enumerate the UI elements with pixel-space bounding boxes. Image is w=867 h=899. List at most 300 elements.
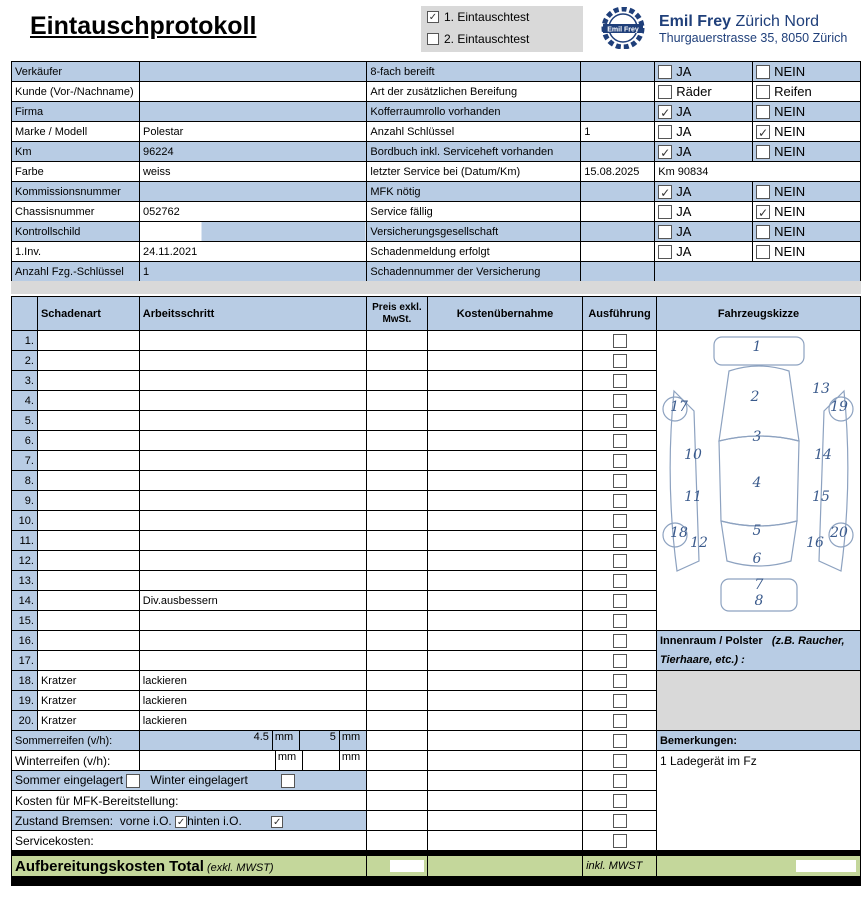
brakes-rear-label: hinten i.O. <box>187 813 242 828</box>
winter-stored-checkbox[interactable] <box>281 774 295 788</box>
damage-type[interactable] <box>37 351 139 371</box>
damage-type[interactable] <box>37 591 139 611</box>
option-1-checkbox[interactable]: ✓ <box>660 106 671 121</box>
option-2-label: NEIN <box>774 63 806 79</box>
execution-checkbox[interactable] <box>613 614 627 628</box>
option-1[interactable] <box>655 142 753 162</box>
info-value[interactable]: weiss <box>139 162 366 182</box>
row-number: 16. <box>12 631 38 651</box>
option-2-label: Reifen <box>774 83 812 99</box>
damage-type[interactable] <box>37 511 139 531</box>
option-1[interactable] <box>655 82 753 102</box>
option-2-checkbox[interactable]: ✓ <box>758 126 769 141</box>
info-right-label: letzter Service bei (Datum/Km) <box>367 162 581 182</box>
damage-type[interactable] <box>37 531 139 551</box>
work-step[interactable] <box>139 531 366 551</box>
option-2[interactable] <box>753 222 861 242</box>
execution-checkbox[interactable] <box>613 514 627 528</box>
option-1-label: JA <box>676 103 692 119</box>
execution-checkbox[interactable] <box>613 674 627 688</box>
execution-checkbox[interactable] <box>613 754 627 768</box>
info-right-label: Anzahl Schlüssel <box>367 122 581 142</box>
price[interactable] <box>366 691 427 711</box>
work-step[interactable] <box>139 511 366 531</box>
execution-checkbox[interactable] <box>613 374 627 388</box>
price[interactable] <box>366 551 427 571</box>
unit: mm <box>275 751 302 770</box>
execution-checkbox[interactable] <box>613 334 627 348</box>
row-number: 4. <box>12 391 38 411</box>
info-right-extra[interactable] <box>581 222 655 242</box>
option-2-checkbox[interactable] <box>756 105 770 119</box>
option-1-checkbox[interactable] <box>658 125 672 139</box>
brakes-rear-checkbox[interactable]: ✓ <box>272 816 282 828</box>
brakes-row <box>12 811 367 831</box>
damage-type[interactable] <box>37 371 139 391</box>
option-2-label: NEIN <box>774 243 806 259</box>
option-2-checkbox[interactable] <box>756 145 770 159</box>
option-2[interactable] <box>753 242 861 262</box>
unit: mm <box>339 751 366 770</box>
winter-rear[interactable] <box>302 751 339 770</box>
summer-front[interactable]: 4.5 <box>253 731 269 743</box>
option-1[interactable] <box>655 102 753 122</box>
damage-row <box>12 631 861 651</box>
header-num <box>12 297 38 331</box>
info-row <box>12 122 861 142</box>
cost-coverage[interactable] <box>427 451 582 471</box>
cost-coverage[interactable] <box>427 651 582 671</box>
info-right-extra[interactable] <box>581 142 655 162</box>
execution-checkbox[interactable] <box>613 774 627 788</box>
option-1-checkbox[interactable] <box>658 85 672 99</box>
damage-type[interactable] <box>37 651 139 671</box>
row-number: 10. <box>12 511 38 531</box>
info-label: Kommissionsnummer <box>12 182 140 202</box>
document-title: Eintauschprotokoll <box>30 12 257 40</box>
option-1[interactable] <box>655 242 753 262</box>
execution[interactable] <box>583 531 657 551</box>
option-2-checkbox[interactable]: ✓ <box>758 206 769 221</box>
damage-type[interactable] <box>37 631 139 651</box>
execution[interactable] <box>583 691 657 711</box>
brakes-front-checkbox[interactable]: ✓ <box>176 816 186 828</box>
execution-checkbox[interactable] <box>613 814 627 828</box>
cost-coverage[interactable] <box>427 531 582 551</box>
info-label: Km <box>12 142 140 162</box>
cost-coverage[interactable] <box>427 391 582 411</box>
info-value[interactable]: 1 <box>139 262 366 282</box>
interior-label: Innenraum / Polster (z.B. Raucher, Tierhaare, etc.) : <box>656 631 860 671</box>
option-2-checkbox[interactable] <box>756 185 770 199</box>
option-1-label: JA <box>676 223 692 239</box>
execution[interactable] <box>583 511 657 531</box>
info-right-extra[interactable] <box>581 62 655 82</box>
option-2[interactable] <box>753 82 861 102</box>
cost-coverage[interactable] <box>427 591 582 611</box>
execution[interactable] <box>583 711 657 731</box>
test-2-checkbox[interactable] <box>427 33 439 45</box>
info-right-extra[interactable] <box>581 202 655 222</box>
unit: mm <box>272 731 299 750</box>
header-price: Preis exkl. MwSt. <box>366 297 427 331</box>
execution[interactable] <box>583 491 657 511</box>
sketch-zone-number: 3 <box>752 429 762 445</box>
damage-type[interactable] <box>37 411 139 431</box>
execution[interactable] <box>583 331 657 351</box>
info-value[interactable] <box>139 182 366 202</box>
bottom-band <box>12 877 861 886</box>
execution[interactable] <box>583 411 657 431</box>
cost-coverage[interactable] <box>427 471 582 491</box>
info-label: Chassisnummer <box>12 202 140 222</box>
sketch-zone-number: 4 <box>752 475 762 491</box>
execution-checkbox[interactable] <box>613 714 627 728</box>
price[interactable] <box>366 331 427 351</box>
test-1-label: 1. Eintauschtest <box>444 10 530 24</box>
info-value[interactable]: Polestar <box>139 122 366 142</box>
work-step[interactable] <box>139 471 366 491</box>
price[interactable] <box>366 491 427 511</box>
sketch-zone-number: 12 <box>690 535 708 551</box>
option-1[interactable] <box>655 182 753 202</box>
price[interactable] <box>366 371 427 391</box>
option-2-checkbox[interactable] <box>756 65 770 79</box>
total-value[interactable] <box>366 856 427 877</box>
info-value[interactable] <box>139 82 366 102</box>
cost-coverage[interactable] <box>427 491 582 511</box>
price[interactable] <box>366 471 427 491</box>
execution-checkbox[interactable] <box>613 414 627 428</box>
work-step[interactable]: lackieren <box>139 691 366 711</box>
execution-checkbox[interactable] <box>613 794 627 808</box>
option-1-checkbox[interactable]: ✓ <box>660 186 671 201</box>
price[interactable] <box>366 591 427 611</box>
info-row <box>12 202 861 222</box>
price[interactable] <box>366 531 427 551</box>
execution-checkbox[interactable] <box>613 434 627 448</box>
winter-front[interactable] <box>140 751 275 770</box>
brakes-front-label: vorne i.O. <box>119 813 172 828</box>
execution[interactable] <box>583 391 657 411</box>
header-sketch: Fahrzeugskizze <box>656 297 860 331</box>
sketch-zone-number: 1 <box>752 339 762 355</box>
execution-checkbox[interactable] <box>613 554 627 568</box>
damage-row <box>12 671 861 691</box>
cost-coverage[interactable] <box>427 331 582 351</box>
work-step[interactable] <box>139 391 366 411</box>
info-row <box>12 242 861 262</box>
execution[interactable] <box>583 431 657 451</box>
info-right-extra[interactable] <box>581 242 655 262</box>
option-1-checkbox[interactable] <box>658 245 672 259</box>
info-row <box>12 62 861 82</box>
header-cost: Kostenübernahme <box>427 297 582 331</box>
work-step[interactable] <box>139 611 366 631</box>
execution-checkbox[interactable] <box>613 454 627 468</box>
option-1-checkbox[interactable] <box>658 65 672 79</box>
test-1[interactable] <box>427 10 529 24</box>
execution-checkbox[interactable] <box>613 694 627 708</box>
header-exec: Ausführung <box>583 297 657 331</box>
option-1-label: JA <box>676 123 692 139</box>
info-label: Farbe <box>12 162 140 182</box>
option-1[interactable] <box>655 122 753 142</box>
brand-address: Thurgauerstrasse 35, 8050 Zürich <box>659 31 848 45</box>
cost-coverage[interactable] <box>427 351 582 371</box>
option-2-label: NEIN <box>774 143 806 159</box>
work-step[interactable] <box>139 631 366 651</box>
sketch-zone-number: 10 <box>684 447 702 463</box>
info-row <box>12 162 861 182</box>
option-1[interactable] <box>655 62 753 82</box>
option-1-checkbox[interactable] <box>658 225 672 239</box>
execution[interactable] <box>583 651 657 671</box>
info-right-label: Art der zusätzlichen Bereifung <box>367 82 581 102</box>
row-number: 7. <box>12 451 38 471</box>
execution[interactable] <box>583 631 657 651</box>
cost-coverage[interactable] <box>427 431 582 451</box>
damage-type[interactable]: Kratzer <box>37 671 139 691</box>
sketch-zone-number: 19 <box>830 399 848 415</box>
option-2[interactable] <box>753 62 861 82</box>
info-right-extra[interactable] <box>581 182 655 202</box>
info-label: Firma <box>12 102 140 122</box>
option-1-label: JA <box>676 243 692 259</box>
summer-rear[interactable]: 5 <box>299 731 339 750</box>
info-row <box>12 182 861 202</box>
info-right-extra2[interactable]: Km 90834 <box>655 162 861 182</box>
cost-coverage[interactable] <box>427 371 582 391</box>
row-number: 1. <box>12 331 38 351</box>
price[interactable] <box>366 511 427 531</box>
cost-coverage[interactable] <box>427 671 582 691</box>
cost-coverage[interactable] <box>427 711 582 731</box>
option-1-label: JA <box>676 203 692 219</box>
info-label: 1.Inv. <box>12 242 140 262</box>
cost-coverage[interactable] <box>427 571 582 591</box>
option-2-checkbox[interactable] <box>756 85 770 99</box>
sketch-zone-number: 7 <box>754 577 764 593</box>
summer-stored-checkbox[interactable] <box>126 774 140 788</box>
execution-checkbox[interactable] <box>613 534 627 548</box>
work-step[interactable] <box>139 431 366 451</box>
info-label: Kontrollschild <box>12 222 140 242</box>
option-2[interactable] <box>753 122 861 142</box>
row-number: 13. <box>12 571 38 591</box>
test-1-checkbox[interactable]: ✓ <box>428 12 438 23</box>
option-2-label: NEIN <box>774 223 806 239</box>
execution-checkbox[interactable] <box>613 494 627 508</box>
info-right-extra2[interactable] <box>655 262 861 282</box>
row-number: 2. <box>12 351 38 371</box>
service-cost-label: Servicekosten: <box>12 831 367 851</box>
info-value[interactable] <box>139 222 366 242</box>
damage-type[interactable] <box>37 331 139 351</box>
execution[interactable] <box>583 591 657 611</box>
emil-frey-logo <box>597 7 649 49</box>
info-right-label: Bordbuch inkl. Serviceheft vorhanden <box>367 142 581 162</box>
vehicle-sketch <box>659 331 859 617</box>
row-number: 15. <box>12 611 38 631</box>
execution-checkbox[interactable] <box>613 594 627 608</box>
work-step[interactable] <box>139 491 366 511</box>
cost-coverage[interactable] <box>427 551 582 571</box>
sketch-zone-number: 13 <box>812 381 830 397</box>
damage-type[interactable] <box>37 571 139 591</box>
option-2[interactable] <box>753 142 861 162</box>
execution-checkbox[interactable] <box>613 654 627 668</box>
option-2-checkbox[interactable] <box>756 225 770 239</box>
sketch-zone-number: 6 <box>752 551 762 567</box>
damage-type[interactable] <box>37 471 139 491</box>
execution-checkbox[interactable] <box>613 474 627 488</box>
option-1[interactable] <box>655 222 753 242</box>
info-label: Kunde (Vor-/Nachname) <box>12 82 140 102</box>
info-right-extra[interactable] <box>581 82 655 102</box>
execution-checkbox[interactable] <box>613 354 627 368</box>
info-label: Marke / Modell <box>12 122 140 142</box>
cost-coverage[interactable] <box>427 631 582 651</box>
option-1-checkbox[interactable] <box>658 205 672 219</box>
option-2-checkbox[interactable] <box>756 245 770 259</box>
work-step[interactable] <box>139 651 366 671</box>
option-2[interactable] <box>753 102 861 122</box>
info-row <box>12 82 861 102</box>
work-step[interactable]: lackieren <box>139 671 366 691</box>
summer-stored-label: Sommer eingelagert <box>15 773 124 788</box>
option-2[interactable] <box>753 202 861 222</box>
damage-type[interactable] <box>37 551 139 571</box>
cost-coverage[interactable] <box>427 411 582 431</box>
execution-checkbox[interactable] <box>613 634 627 648</box>
row-number: 11. <box>12 531 38 551</box>
info-right-label: Versicherungsgesellschaft <box>367 222 581 242</box>
row-number: 9. <box>12 491 38 511</box>
work-step[interactable] <box>139 571 366 591</box>
execution[interactable] <box>583 351 657 371</box>
damage-type[interactable] <box>37 491 139 511</box>
execution-checkbox[interactable] <box>613 834 627 848</box>
option-2-label: NEIN <box>774 203 806 219</box>
work-step[interactable] <box>139 351 366 371</box>
price[interactable] <box>366 651 427 671</box>
option-2-label: NEIN <box>774 123 806 139</box>
row-number: 20. <box>12 711 38 731</box>
price[interactable] <box>366 631 427 651</box>
price[interactable] <box>366 571 427 591</box>
price[interactable] <box>366 611 427 631</box>
test-2[interactable] <box>427 32 529 46</box>
execution[interactable] <box>583 611 657 631</box>
price[interactable] <box>366 391 427 411</box>
damage-type[interactable] <box>37 391 139 411</box>
bottom-band-row <box>12 877 861 886</box>
sketch-zone-number: 17 <box>670 399 688 415</box>
info-right-extra[interactable]: 1 <box>581 122 655 142</box>
info-value[interactable]: 24.11.2021 <box>139 242 366 262</box>
price[interactable] <box>366 351 427 371</box>
winter-stored-label: Winter eingelagert <box>150 773 248 788</box>
work-step[interactable]: Div.ausbessern <box>139 591 366 611</box>
info-label: Anzahl Fzg.-Schlüssel <box>12 262 140 282</box>
row-number: 12. <box>12 551 38 571</box>
info-value[interactable]: 052762 <box>139 202 366 222</box>
damage-type[interactable]: Kratzer <box>37 691 139 711</box>
execution-checkbox[interactable] <box>613 734 627 748</box>
info-value[interactable] <box>139 62 366 82</box>
option-1-checkbox[interactable]: ✓ <box>660 146 671 161</box>
vehicle-info-table <box>11 61 861 282</box>
total-label: Aufbereitungskosten Total (exkl. MWST) <box>12 856 367 877</box>
info-row <box>12 262 861 282</box>
price[interactable] <box>366 411 427 431</box>
damage-type[interactable] <box>37 431 139 451</box>
sketch-zone-number: 11 <box>684 489 702 505</box>
sketch-zone-number: 14 <box>814 447 832 463</box>
incl-value[interactable] <box>656 856 860 877</box>
execution[interactable] <box>583 371 657 391</box>
svg-text:Emil Frey: Emil Frey <box>607 26 639 34</box>
execution[interactable] <box>583 551 657 571</box>
option-1-label: JA <box>676 143 692 159</box>
info-value[interactable] <box>139 102 366 122</box>
brakes-label: Zustand Bremsen: <box>15 813 114 828</box>
sketch-zone-number: 20 <box>830 525 848 541</box>
work-step[interactable] <box>139 371 366 391</box>
row-number: 5. <box>12 411 38 431</box>
execution-checkbox[interactable] <box>613 394 627 408</box>
execution[interactable] <box>583 471 657 491</box>
interior-value[interactable] <box>656 671 860 731</box>
remarks-value[interactable]: 1 Ladegerät im Fz <box>656 751 860 851</box>
info-row <box>12 102 861 122</box>
storage-row <box>12 771 367 791</box>
option-2-label: NEIN <box>774 183 806 199</box>
info-row <box>12 222 861 242</box>
damage-type[interactable]: Kratzer <box>37 711 139 731</box>
execution-checkbox[interactable] <box>613 574 627 588</box>
incl-label: inkl. MWST <box>583 856 657 877</box>
option-1[interactable] <box>655 202 753 222</box>
price[interactable] <box>366 711 427 731</box>
cost-coverage[interactable] <box>427 511 582 531</box>
price[interactable] <box>366 431 427 451</box>
work-step[interactable] <box>139 451 366 471</box>
winter-tires-label: Winterreifen (v/h): <box>12 751 140 771</box>
damage-type[interactable] <box>37 451 139 471</box>
execution[interactable] <box>583 671 657 691</box>
option-1-label: Räder <box>676 83 712 99</box>
work-step[interactable]: lackieren <box>139 711 366 731</box>
option-2[interactable] <box>753 182 861 202</box>
cost-coverage[interactable] <box>427 691 582 711</box>
price[interactable] <box>366 451 427 471</box>
cost-coverage[interactable] <box>427 611 582 631</box>
info-value[interactable]: 96224 <box>139 142 366 162</box>
test-2-label: 2. Eintauschtest <box>444 32 530 46</box>
work-step[interactable] <box>139 551 366 571</box>
work-step[interactable] <box>139 331 366 351</box>
info-right-extra[interactable] <box>581 102 655 122</box>
info-right-extra[interactable]: 15.08.2025 <box>581 162 655 182</box>
info-right-extra[interactable] <box>581 262 655 282</box>
price[interactable] <box>366 671 427 691</box>
execution[interactable] <box>583 571 657 591</box>
execution[interactable] <box>583 451 657 471</box>
work-step[interactable] <box>139 411 366 431</box>
damage-type[interactable] <box>37 611 139 631</box>
